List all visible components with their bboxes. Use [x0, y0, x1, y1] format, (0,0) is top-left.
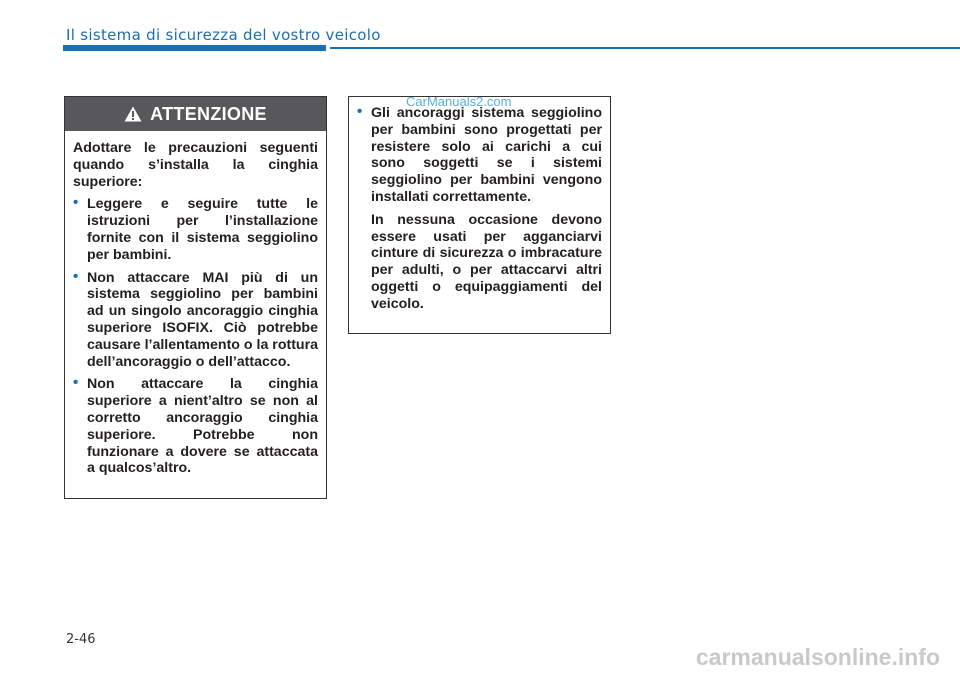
- header-rule-thin: [330, 47, 960, 49]
- bullet-dot-icon: •: [73, 374, 79, 392]
- warning-bullet-text: Leggere e seguire tutte le istruzioni per l’installazione fornite con il sistema seggiolino per bambini.: [87, 196, 318, 263]
- bullet-dot-icon: •: [357, 103, 363, 120]
- warning-box-header: [65, 97, 326, 131]
- page-number: 2-46: [66, 632, 96, 647]
- warning-intro: Adottare le precauzioni seguenti quando s’installa la cinghia superiore:: [73, 140, 318, 190]
- warning-bullet: [73, 196, 318, 263]
- continued-bullet-text: Gli ancoraggi sistema seggiolino per bambini sono progettati per resistere solo ai carichi a cui sono soggetti se i sistemi seggiolino per bambini vengono installati correttamente.: [371, 105, 602, 205]
- continued-bullet: [357, 105, 602, 206]
- warning-box-body: [65, 131, 326, 477]
- warning-triangle-icon: [124, 106, 142, 122]
- warning-box: [64, 96, 327, 499]
- warning-bullet-text: Non attaccare la cinghia superiore a nient’altro se non al corretto ancoraggio cinghia superiore. Potrebbe non funzionare a dovere se attaccata a qualcos’altro.: [87, 376, 318, 477]
- bullet-dot-icon: •: [73, 267, 79, 285]
- warning-bullet-text: Non attaccare MAI più di un sistema seggiolino per bambini ad un singolo ancoraggio cinghia superiore ISOFIX. Ciò potrebbe causare l’allentamento o la rottura dell’ancoraggio o dell’attacco.: [87, 269, 319, 370]
- continued-box-body: [349, 97, 610, 313]
- warning-bullet: [73, 267, 319, 371]
- continued-paragraph: In nessuna occasione devono essere usati per agganciarvi cinture di sicurezza o imbracature per adulti, o per attaccarvi altri oggetti o equipaggiamenti del veicolo.: [371, 211, 602, 312]
- continued-warning-box: [348, 96, 611, 334]
- warning-title: ATTENZIONE: [150, 103, 267, 124]
- bullet-dot-icon: •: [73, 194, 79, 212]
- watermark-bottom: carmanualsonline.info: [695, 644, 940, 670]
- section-title: Il sistema di sicurezza del vostro veicolo: [66, 26, 381, 44]
- watermark-top: CarManuals2.com: [406, 94, 512, 109]
- header-rule-thick: [63, 45, 326, 51]
- warning-bullet: [73, 376, 318, 477]
